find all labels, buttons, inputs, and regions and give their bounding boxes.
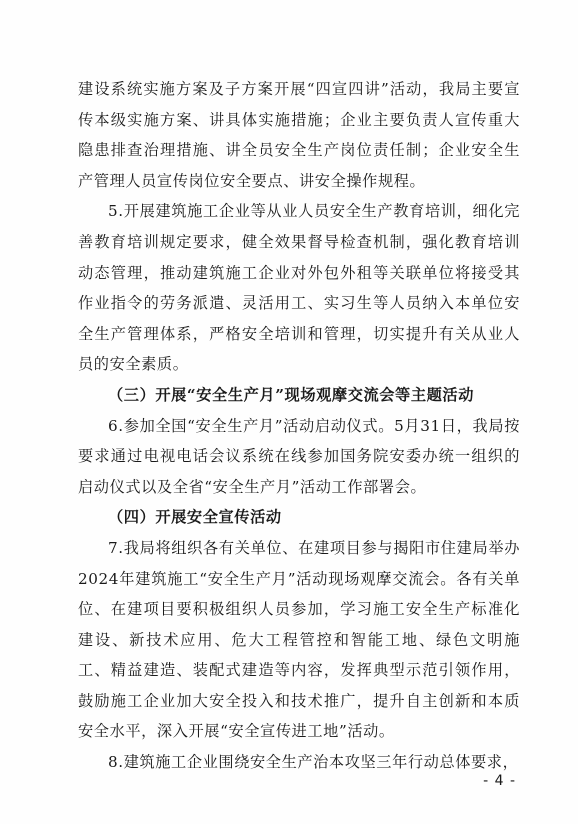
section-heading-4: （四）开展安全宣传活动 [108, 508, 282, 527]
paragraph-continuation: 建设系统实施方案及子方案开展“四宣四讲”活动，我局主要宣传本级实施方案、讲具体实施措施；企业主要负责人宣传重大隐患排查治理措施、讲全员安全生产岗位责任制；企业安全生产管理人员宣传岗位安全要点、讲安全操作规程。 [78, 80, 520, 190]
paragraph-item-6: 6.参加全国“安全生产月”活动启动仪式。5月31日，我局按要求通过电视电话会议系统在线参加国务院安委办统一组织的启动仪式以及全省“安全生产月”活动工作部署会。 [78, 416, 520, 496]
paragraph-item-8: 8.建筑施工企业围绕安全生产治本攻坚三年行动总体要求， [108, 753, 519, 772]
page-number: - 4 - [483, 773, 516, 789]
section-heading-3: （三）开展“安全生产月”现场观摩交流会等主题活动 [108, 385, 474, 404]
paragraph-item-7: 7.我局将组织各有关单位、在建项目参与揭阳市住建局举办2024年建筑施工“安全生产月”活动现场观摩交流会。各有关单位、在建项目要积极组织人员参加，学习施工安全生产标准化建设、新技术应用、危大工程管控和智能工地、绿色文明施工、精益建造、装配式建造等内容，发挥典型示范引领作用，鼓励施工企业加大安全投入和技术推广，提升自主创新和本质安全水平，深入开展“安全宣传进工地”活动。 [78, 538, 520, 741]
document-body [78, 74, 520, 778]
paragraph-item-5: 5.开展建筑施工企业等从业人员安全生产教育培训，细化完善教育培训规定要求，健全效果督导检查机制，强化教育培训动态管理，推动建筑施工企业对外包外租等关联单位将接受其作业指令的劳务派遣、灵活用工、实习生等人员纳入本单位安全生产管理体系，严格安全培训和管理，切实提升有关从业人员的安全素质。 [78, 202, 520, 374]
